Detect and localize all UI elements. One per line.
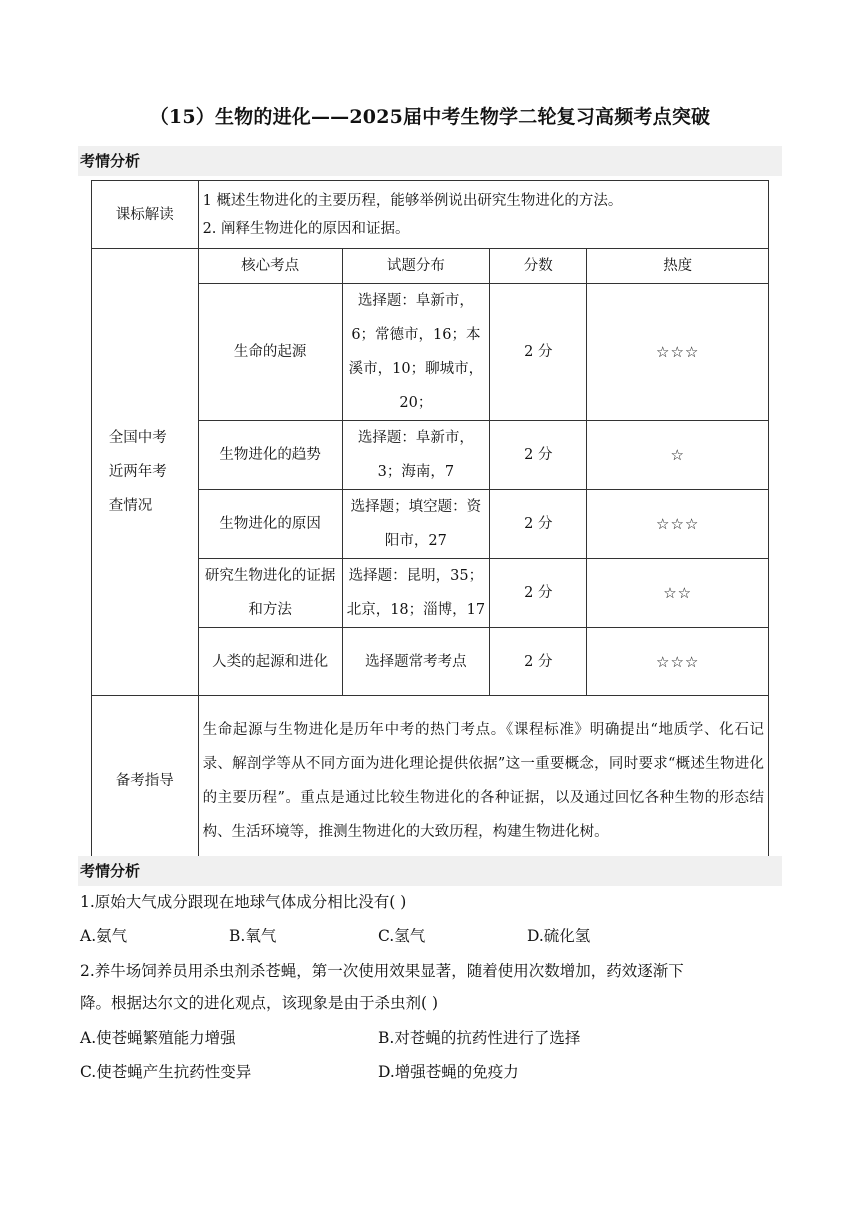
question-1-option-a: A.氨气 — [80, 927, 128, 945]
curriculum-line-1: 1 概述生物进化的主要历程，能够举例说出研究生物进化的方法。 — [202, 192, 623, 209]
row-curriculum — [92, 181, 769, 249]
score-cell: 2 分 — [490, 559, 587, 628]
question-1-stem: 1.原始大气成分跟现在地球气体成分相比没有( ) — [80, 893, 407, 911]
question-2-option-b: B.对苍蝇的抗药性进行了选择 — [378, 1029, 581, 1047]
table-header-row — [92, 249, 769, 284]
distribution-cell: 选择题：阜新市，3；海南，7 — [342, 421, 490, 490]
distribution-cell: 选择题常考考点 — [342, 628, 490, 696]
score-cell: 2 分 — [490, 628, 587, 696]
exam-situation-text: 全国中考近两年考查情况 — [108, 430, 167, 514]
score-cell: 2 分 — [490, 284, 587, 421]
question-1-option-b: B.氧气 — [229, 927, 277, 945]
distribution-cell: 选择题；填空题：资阳市，27 — [342, 490, 490, 559]
heat-stars: ☆ — [587, 421, 769, 490]
question-2-option-d: D.增强苍蝇的免疫力 — [378, 1063, 519, 1081]
score-cell: 2 分 — [490, 421, 587, 490]
question-2-option-c: C.使苍蝇产生抗药性变异 — [80, 1063, 252, 1081]
curriculum-line-2: 2. 阐释生物进化的原因和证据。 — [202, 220, 410, 237]
topic-cell: 生命的起源 — [198, 284, 342, 421]
section-heading-analysis: 考情分析 — [78, 146, 782, 176]
question-1-option-d: D.硫化氢 — [527, 927, 591, 945]
distribution-cell: 选择题：阜新市，6；常德市，16；本溪市，10；聊城市，20； — [342, 284, 490, 421]
exam-analysis-table — [91, 180, 769, 866]
page-title: （15）生物的进化——2025届中考生物学二轮复习高频考点突破 — [149, 106, 711, 128]
header-distribution: 试题分布 — [342, 249, 490, 284]
question-2-stem-line-1: 2.养牛场饲养员用杀虫剂杀苍蝇，第一次使用效果显著，随着使用次数增加，药效逐渐下 — [80, 962, 684, 980]
row-guidance — [92, 696, 769, 866]
curriculum-content — [198, 181, 768, 249]
topic-cell: 人类的起源和进化 — [198, 628, 342, 696]
question-1-option-c: C.氢气 — [378, 927, 426, 945]
header-topic: 核心考点 — [198, 249, 342, 284]
heat-stars: ☆☆☆ — [587, 284, 769, 421]
topic-cell: 研究生物进化的证据和方法 — [198, 559, 342, 628]
heat-stars: ☆☆☆ — [587, 490, 769, 559]
score-cell: 2 分 — [490, 490, 587, 559]
label-exam-situation — [92, 249, 199, 696]
heat-stars: ☆☆ — [587, 559, 769, 628]
label-curriculum: 课标解读 — [92, 181, 199, 249]
guidance-text: 生命起源与生物进化是历年中考的热门考点。《课程标准》明确提出“地质学、化石记录、解剖学等从不同方面为进化理论提供依据”这一重要概念，同时要求“概述生物进化的主要历程”。重点是通过比较生物进化的各种证据，以及通过回忆各种生物的形态结构、生活环境等，推测生物进化的大致历程，构建生物进化树。 — [198, 696, 768, 866]
header-score: 分数 — [490, 249, 587, 284]
heat-stars: ☆☆☆ — [587, 628, 769, 696]
label-guidance: 备考指导 — [92, 696, 199, 866]
header-heat: 热度 — [587, 249, 769, 284]
section-heading-questions: 考情分析 — [78, 856, 782, 886]
topic-cell: 生物进化的趋势 — [198, 421, 342, 490]
question-2-stem-line-2: 降。根据达尔文的进化观点，该现象是由于杀虫剂( ) — [80, 994, 439, 1012]
distribution-cell: 选择题：昆明，35；北京，18；淄博，17 — [342, 559, 490, 628]
topic-cell: 生物进化的原因 — [198, 490, 342, 559]
question-2-option-a: A.使苍蝇繁殖能力增强 — [80, 1029, 236, 1047]
